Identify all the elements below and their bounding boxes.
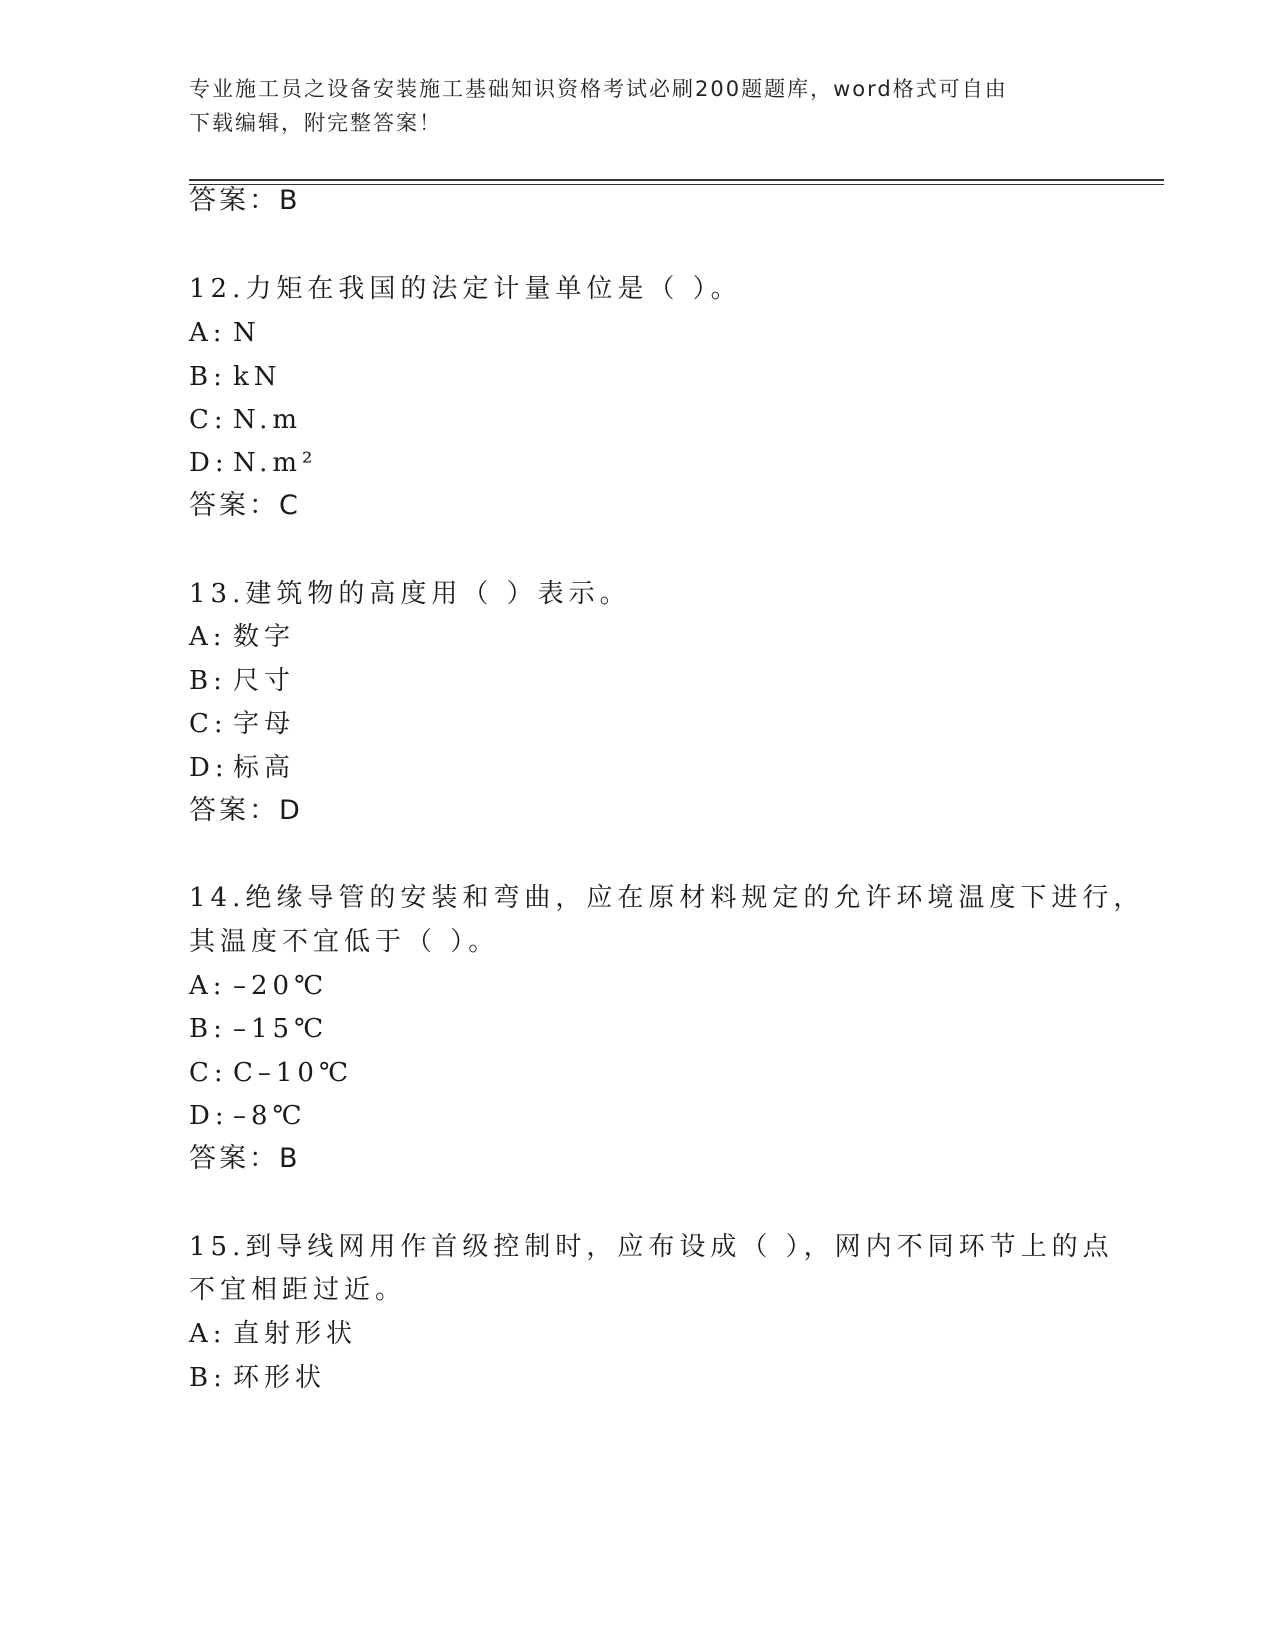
option-letter: C: [189, 1058, 228, 1088]
option-letter: B: [189, 1363, 227, 1393]
option-letter: D: [189, 1101, 229, 1131]
option-letter: B: [189, 666, 227, 696]
question-12-option-a [189, 317, 261, 349]
header-line-2: 下载编辑，附完整答案！ [189, 111, 442, 135]
question-13-option-c [189, 708, 295, 740]
option-letter: A: [189, 1319, 227, 1349]
option-text: 尺寸 [233, 666, 296, 696]
question-14-option-b [189, 1013, 328, 1045]
option-text: C–10℃ [233, 1058, 354, 1088]
question-13-stem: 13.建筑物的高度用（ ）表示。 [189, 579, 631, 609]
question-12-stem: 12.力矩在我国的法定计量单位是（ ）。 [189, 274, 742, 304]
question-13-option-d [189, 752, 295, 784]
option-text: –8℃ [233, 1101, 307, 1131]
option-letter: A: [189, 622, 227, 652]
option-letter: A: [189, 971, 227, 1001]
question-15-stem-line-1: 15.到导线网用作首级控制时，应布设成（ ），网内不同环节上的点 [189, 1232, 1114, 1262]
question-12-option-b [189, 361, 282, 393]
option-letter: C: [189, 405, 228, 435]
header-divider-thick [189, 179, 1164, 181]
previous-answer: 答案：B [189, 185, 301, 216]
option-letter: B: [189, 1014, 227, 1044]
question-15-option-a [189, 1318, 357, 1350]
question-15-stem-line-2: 不宜相距过近。 [189, 1275, 407, 1305]
option-text: N [233, 318, 261, 348]
option-text: 直射形状 [233, 1319, 358, 1349]
option-text: 字母 [233, 709, 296, 739]
question-13-option-a [189, 621, 295, 653]
option-text: 环形状 [233, 1363, 327, 1393]
header-divider-thin [189, 184, 1164, 185]
question-13-option-b [189, 665, 295, 697]
option-text: 数字 [233, 622, 296, 652]
option-letter: C: [189, 709, 228, 739]
question-15-option-b [189, 1362, 326, 1394]
option-text: N.m² [233, 448, 318, 478]
document-header [189, 72, 1089, 140]
question-12-option-c [189, 404, 302, 436]
option-text: N.m [233, 405, 303, 435]
option-letter: D: [189, 753, 229, 783]
question-14-option-a [189, 970, 328, 1002]
question-14-option-c [189, 1057, 353, 1089]
option-text: 标高 [233, 753, 296, 783]
header-line-1: 专业施工员之设备安装施工基础知识资格考试必刷200题题库，word格式可自由 [189, 77, 1008, 101]
question-14-stem-line-2: 其温度不宜低于（ ）。 [189, 927, 500, 957]
option-text: –15℃ [233, 1014, 329, 1044]
question-14-option-d [189, 1100, 307, 1132]
question-12-option-d [189, 447, 317, 479]
question-14-answer: 答案：B [189, 1143, 301, 1174]
question-12-answer: 答案：C [189, 490, 301, 521]
option-letter: D: [189, 448, 229, 478]
option-letter: A: [189, 318, 227, 348]
option-text: –20℃ [233, 971, 329, 1001]
question-13-answer: 答案：D [189, 795, 303, 826]
option-letter: B: [189, 362, 227, 392]
question-14-stem-line-1: 14.绝缘导管的安装和弯曲，应在原材料规定的允许环境温度下进行， [189, 883, 1145, 913]
option-text: kN [233, 362, 282, 392]
